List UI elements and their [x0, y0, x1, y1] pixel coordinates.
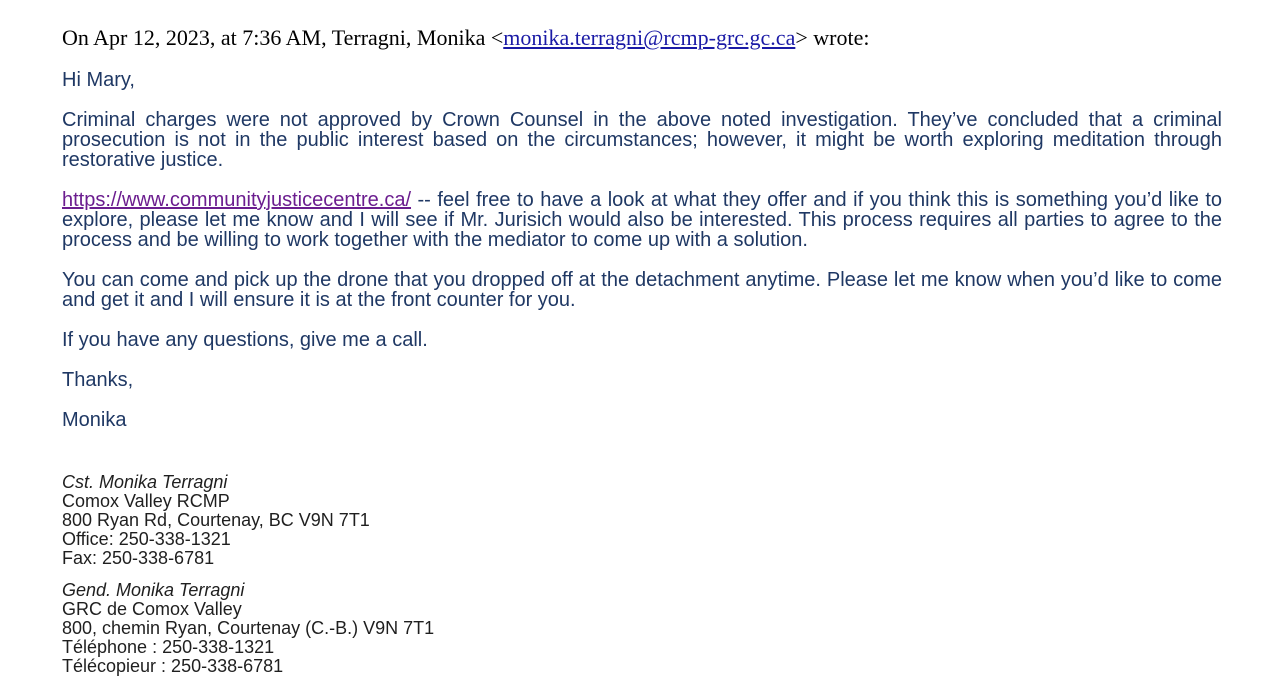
signature-unit: Comox Valley RCMP — [62, 491, 230, 511]
signature-fax-fr: Télécopieur : 250-338-6781 — [62, 656, 284, 676]
community-justice-link[interactable]: https://www.communityjusticecentre.ca/ — [62, 189, 412, 211]
paragraph-restorative-justice-text: -- feel free to have a look at what they offer and if you think this is something you’d like to explore, please let me know and I will see if Mr. Jurisich would also be interested. This process requires all parties to agree to the process and be willing to work together with the mediator to come up with a solution. — [62, 189, 1222, 251]
signature-english — [62, 473, 370, 568]
signature-name-fr: Gend. Monika Terragni — [62, 580, 245, 600]
paragraph-charges: Criminal charges were not approved by Crown Counsel in the above noted investigation. They’ve concluded that a criminal prosecution is not in the public interest based on the circumstances; however, it might be worth exploring meditation through restorative justice. — [62, 109, 1222, 171]
sender-email-link[interactable]: monika.terragni@rcmp-grc.gc.ca — [503, 25, 796, 50]
signature-office-phone: Office: 250-338-1321 — [62, 529, 231, 549]
signature-fax: Fax: 250-338-6781 — [62, 548, 215, 568]
paragraph-questions: If you have any questions, give me a call. — [62, 329, 428, 351]
signature-address: 800 Ryan Rd, Courtenay, BC V9N 7T1 — [62, 510, 370, 530]
header-prefix: On Apr 12, 2023, at 7:36 AM, Terragni, Monika < — [62, 25, 504, 50]
signature-name: Cst. Monika Terragni — [62, 472, 228, 492]
signature-phone-fr: Téléphone : 250-338-1321 — [62, 637, 275, 657]
signature-french — [62, 581, 434, 676]
signature-unit-fr: GRC de Comox Valley — [62, 599, 242, 619]
greeting: Hi Mary, — [62, 69, 135, 91]
message-body — [62, 70, 1222, 450]
thanks: Thanks, — [62, 369, 134, 391]
signoff: Monika — [62, 409, 127, 431]
paragraph-restorative-justice — [62, 190, 1222, 250]
paragraph-drone: You can come and pick up the drone that you dropped off at the detachment anytime. Please let me know when you’d like to come and get it and I will ensure it is at the front counter for you. — [62, 269, 1222, 311]
quoted-header — [62, 24, 869, 52]
header-suffix: > wrote: — [795, 25, 870, 50]
signature-address-fr: 800, chemin Ryan, Courtenay (C.-B.) V9N 7T1 — [62, 618, 435, 638]
